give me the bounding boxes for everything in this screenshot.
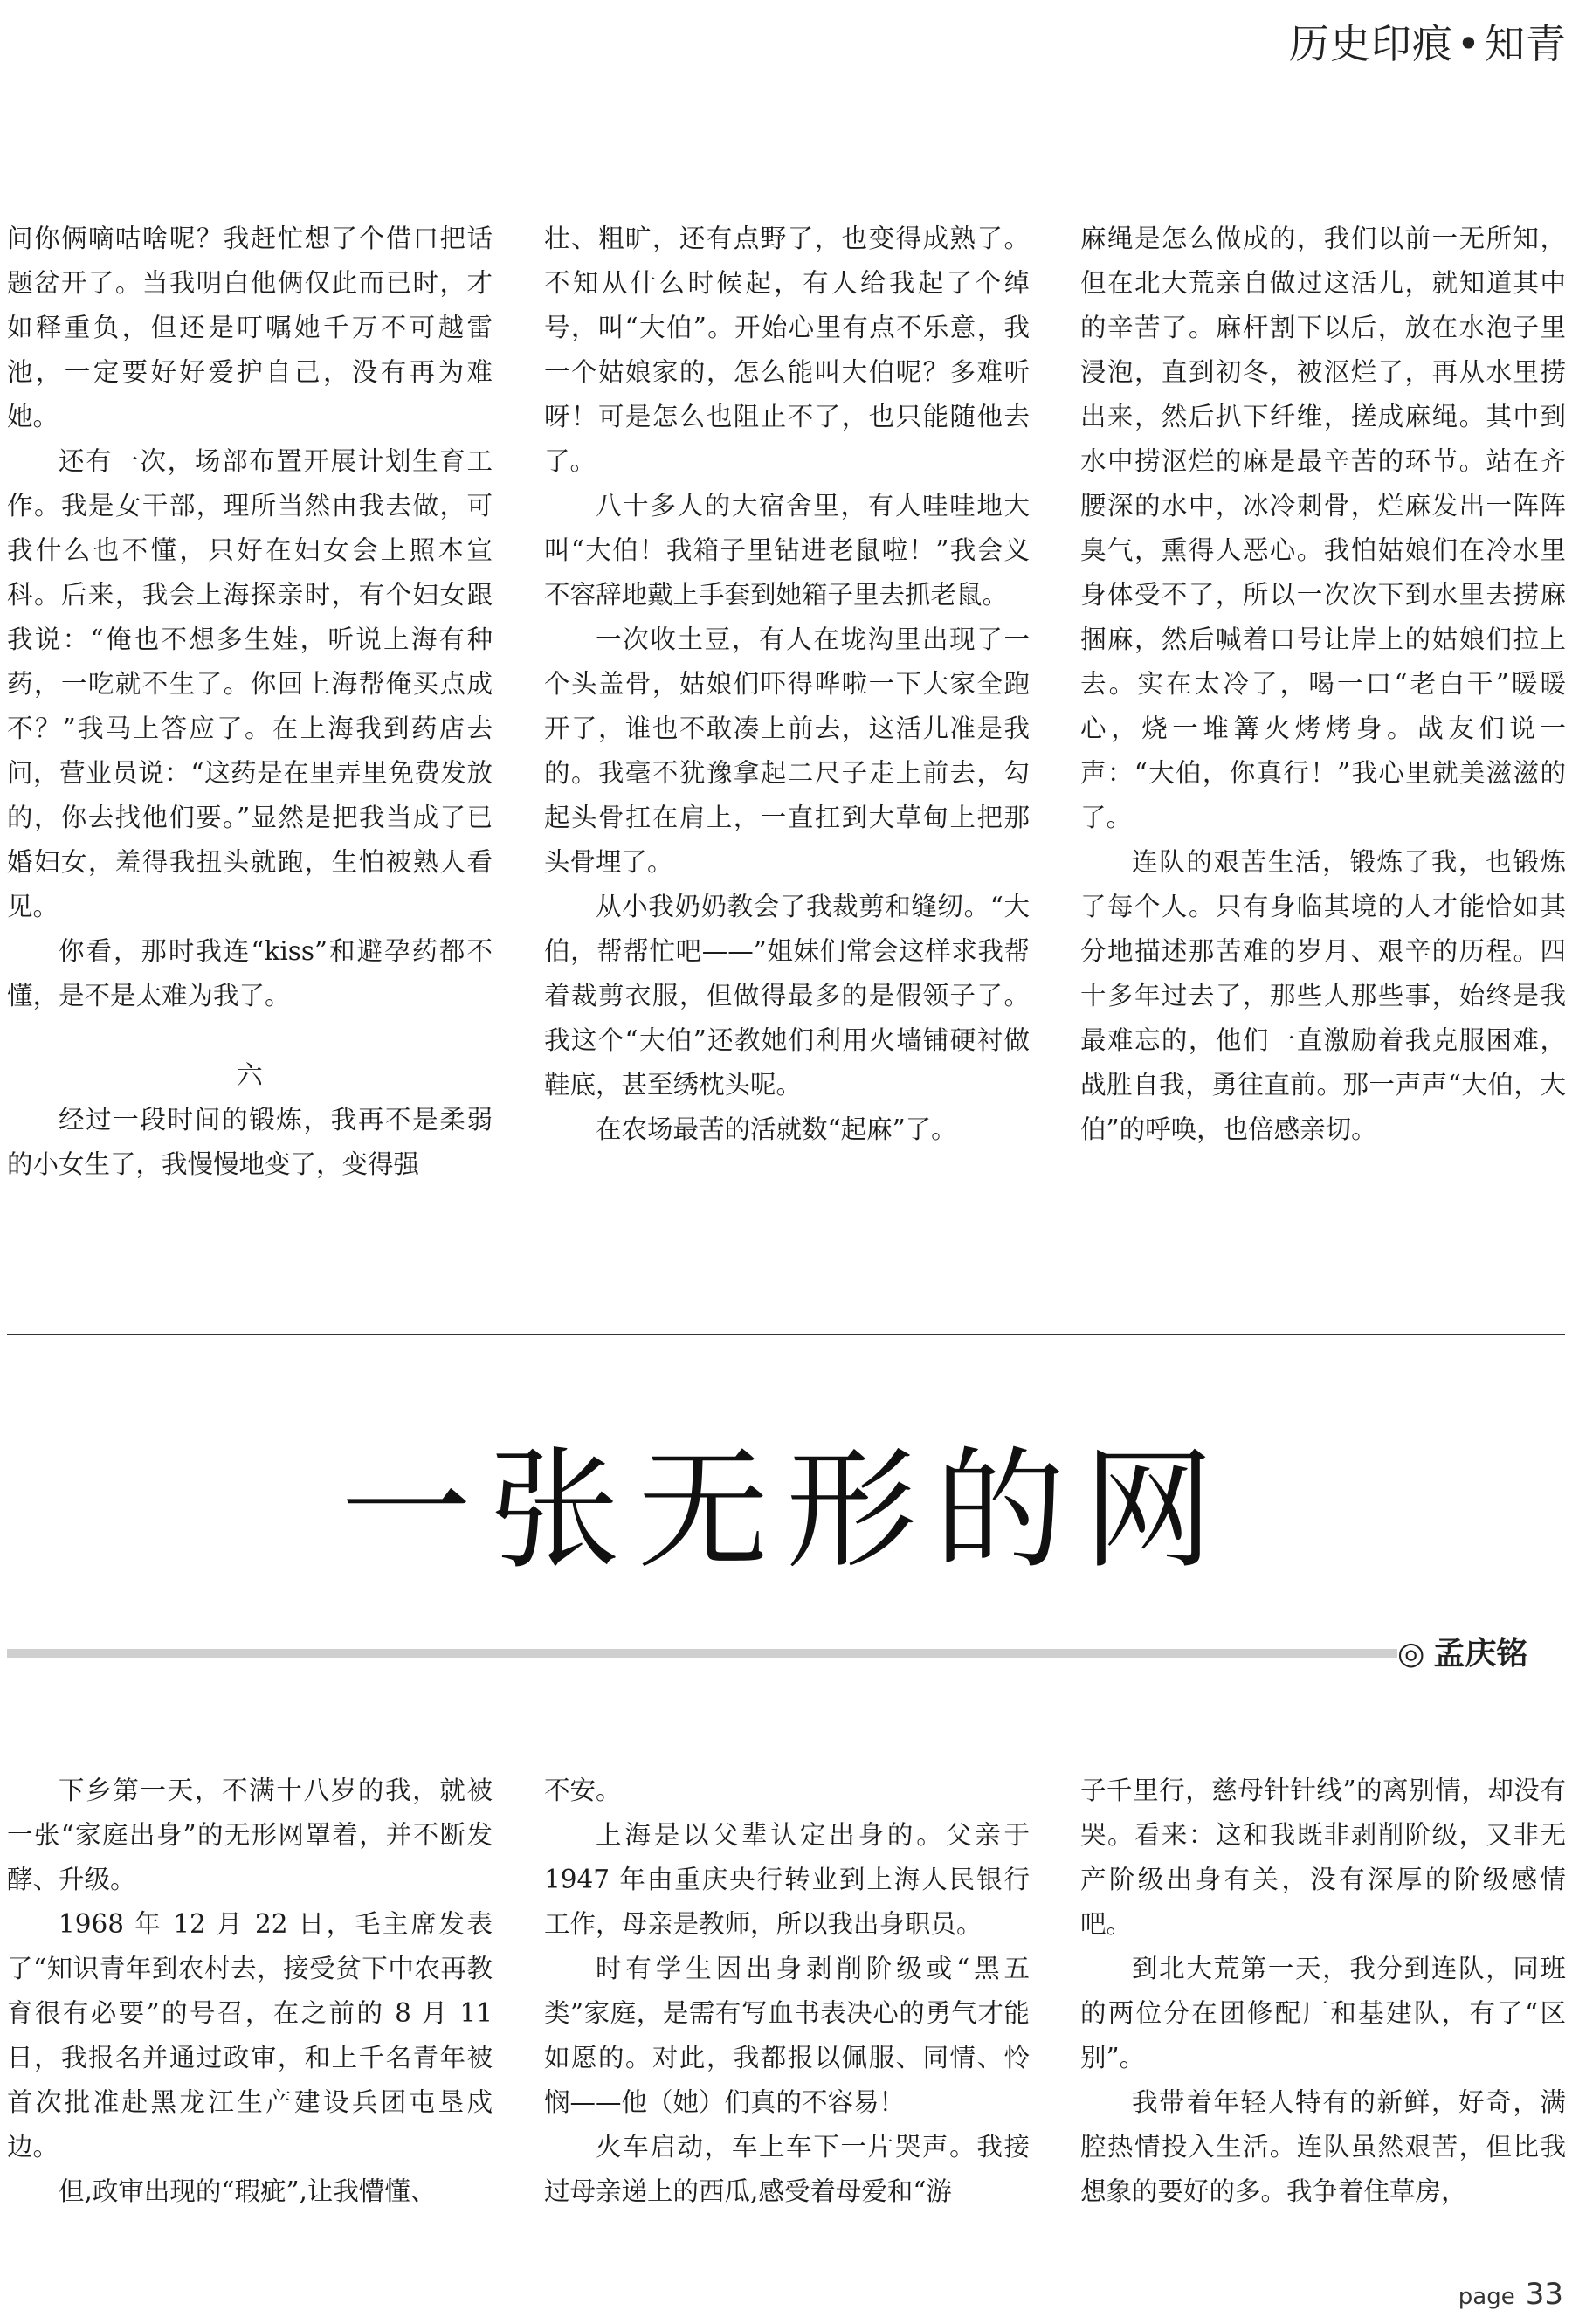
paragraph: 一次收土豆，有人在垅沟里出现了一个头盖骨，姑娘们吓得哗啦一下大家全跑开了，谁也不敢凑上前去，这活儿准是我的。我毫不犹豫拿起二尺子走上前去，勾起头骨扛在肩上，一直扛到大草甸上把那头骨埋了。 <box>544 624 1030 877</box>
paragraph: 到北大荒第一天，我分到连队，同班的两位分在团修配厂和基建队，有了“区别”。 <box>1080 1954 1566 2072</box>
title-underline-bar <box>7 1649 1397 1658</box>
section-name: 历史印痕 <box>1288 20 1453 67</box>
paragraph: 不安。 <box>544 1776 622 1805</box>
article-title: 一张无形的网 <box>340 1435 1231 1587</box>
page-label: page <box>1458 2284 1515 2310</box>
header-separator: • <box>1456 20 1481 67</box>
section-header <box>1289 12 1567 70</box>
paragraph: 上海是以父辈认定出身的。父亲于 1947 年由重庆央行转业到上海人民银行工作，母亲是教师，所以我出身职员。 <box>544 1820 1030 1939</box>
page-number-value: 33 <box>1525 2277 1563 2312</box>
paragraph: 壮、粗旷，还有点野了，也变得成熟了。不知从什么时候起，有人给我起了个绰号，叫“大伯”。开始心里有点不乐意，我一个姑娘家的，怎么能叫大伯呢？多难听呀！可是怎么也阻止不了，也只能随他去了。 <box>544 224 1030 476</box>
paragraph: 在农场最苦的活就数“起麻”了。 <box>596 1114 957 1144</box>
paragraph: 八十多人的大宿舍里，有人哇哇地大叫“大伯！我箱子里钻进老鼠啦！”我会义不容辞地戴上手套到她箱子里去抓老鼠。 <box>544 491 1030 610</box>
paragraph: 时有学生因出身剥削阶级或“黑五类”家庭，是需有写血书表决心的勇气才能如愿的。对此，我都报以佩服、同情、怜悯——他（她）们真的不容易！ <box>544 1954 1030 2117</box>
article2-column-2 <box>544 1769 1030 2214</box>
paragraph: 麻绳是怎么做成的，我们以前一无所知，但在北大荒亲自做过这活儿，就知道其中的辛苦了。麻杆割下以后，放在水泡子里浸泡，直到初冬，被沤烂了，再从水里捞出来，然后扒下纤维，搓成麻绳。其中到水中捞沤烂的麻是最辛苦的环节。站在齐腰深的水中，冰冷刺骨，烂麻发出一阵阵臭气，熏得人恶心。我怕姑娘们在冷水里身体受不了，所以一次次下到水里去捞麻捆麻，然后喊着口号让岸上的姑娘们拉上去。实在太冷了，喝一口“老白干”暖暖心，烧一堆篝火烤烤身。战友们说一声：“大伯，你真行！”我心里就美滋滋的了。 <box>1080 224 1566 832</box>
paragraph: 下乡第一天，不满十八岁的我，就被一张“家庭出身”的无形网罩着，并不断发酵、升级。 <box>7 1776 493 1894</box>
divider-line <box>7 1334 1565 1335</box>
paragraph: 子千里行，慈母针针线”的离别情，却没有哭。看来：这和我既非剥削阶级，又非无产阶级出身有关，没有深厚的阶级感情吧。 <box>1080 1776 1566 1939</box>
article1-column-3 <box>1080 217 1566 1152</box>
author-mark: ◎ <box>1397 1636 1425 1672</box>
article2-column-3 <box>1080 1769 1566 2214</box>
article1-column-1 <box>7 217 493 1187</box>
paragraph: 从小我奶奶教会了我裁剪和缝纫。“大伯，帮帮忙吧——”姐妹们常会这样求我帮着裁剪衣服，但做得最多的是假领子了。我这个“大伯”还教她们利用火墙铺硬衬做鞋底，甚至绣枕头呢。 <box>544 892 1030 1100</box>
column-name: 知青 <box>1485 20 1567 67</box>
paragraph: 你看，那时我连“kiss”和避孕药都不懂，是不是太难为我了。 <box>7 936 493 1010</box>
paragraph: 我带着年轻人特有的新鲜，好奇，满腔热情投入生活。连队虽然艰苦，但比我想象的要好的多。我争着住草房， <box>1080 2087 1566 2206</box>
paragraph: 连队的艰苦生活，锻炼了我，也锻炼了每个人。只有身临其境的人才能恰如其分地描述那苦难的岁月、艰辛的历程。四十多年过去了，那些人那些事，始终是我最难忘的，他们一直激励着我克服困难，战胜自我，勇往直前。那一声声“大伯，大伯”的呼唤，也倍感亲切。 <box>1080 847 1566 1144</box>
paragraph: 1968 年 12 月 22 日，毛主席发表了“知识青年到农村去，接受贫下中农再教育很有必要”的号召，在之前的 8 月 11 日，我报名并通过政审，和上千名青年被首次批准赴黑龙江生产建设兵团屯垦戍边。 <box>7 1909 493 2162</box>
author-name: 孟庆铭 <box>1433 1636 1528 1672</box>
page-number <box>1458 2277 1563 2312</box>
paragraph: 问你俩嘀咕啥呢？我赶忙想了个借口把话题岔开了。当我明白他俩仅此而已时，才如释重负，但还是叮嘱她千万不可越雷池，一定要好好爱护自己，没有再为难她。 <box>7 224 493 431</box>
paragraph: 火车启动，车上车下一片哭声。我接过母亲递上的西瓜,感受着母爱和“游 <box>544 2132 1030 2206</box>
paragraph: 但,政审出现的“瑕疵”,让我懵懂、 <box>59 2176 437 2206</box>
section-number: 六 <box>237 1060 263 1090</box>
article2-column-1 <box>7 1769 493 2214</box>
paragraph: 还有一次，场部布置开展计划生育工作。我是女干部，理所当然由我去做，可我什么也不懂，只好在妇女会上照本宣科。后来，我会上海探亲时，有个妇女跟我说：“俺也不想多生娃，听说上海有种药，一吃就不生了。你回上海帮俺买点成不？”我马上答应了。在上海我到药店去问，营业员说：“这药是在里弄里免费发放的，你去找他们要。”显然是把我当成了已婚妇女，羞得我扭头就跑，生怕被熟人看见。 <box>7 446 493 921</box>
author-byline <box>1397 1629 1527 1673</box>
paragraph: 经过一段时间的锻炼，我再不是柔弱的小女生了，我慢慢地变了，变得强 <box>7 1105 493 1179</box>
article1-column-2 <box>544 217 1030 1152</box>
